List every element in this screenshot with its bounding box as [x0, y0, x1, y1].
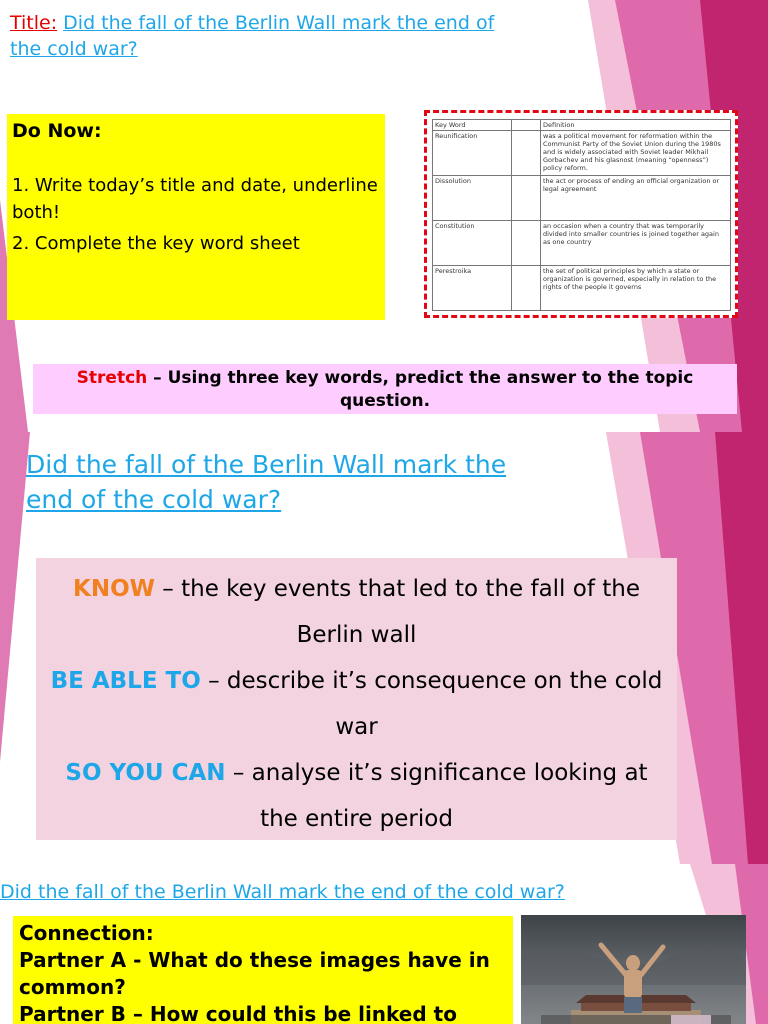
definition-cell: an occasion when a country that was temporarily divided into smaller countries is joined together again as one country — [541, 221, 731, 266]
objective-so-you-can — [44, 750, 669, 842]
key-word-cell: Dissolution — [433, 176, 512, 221]
definition-cell: the set of political principles by which a state or organization is governed, especially in relation to the rights of the people it governs — [541, 266, 731, 311]
slide-do-now — [0, 0, 768, 432]
objective-keyword: BE ABLE TO — [50, 668, 201, 694]
do-now-item: 2. Complete the key word sheet — [12, 233, 300, 254]
objective-text: – analyse it’s significance looking at the entire period — [225, 760, 648, 832]
objective-keyword: KNOW — [73, 576, 155, 602]
objective-text: – describe it’s consequence on the cold war — [200, 668, 663, 740]
key-word-cell: Reunification — [433, 131, 512, 176]
protest-photo — [521, 915, 746, 1024]
slide-title[interactable]: Did the fall of the Berlin Wall mark the end of the cold war? — [26, 450, 507, 514]
objective-be-able-to — [44, 658, 669, 750]
slide-connection — [0, 864, 768, 1024]
stretch-label: Stretch — [76, 368, 148, 388]
connection-box — [13, 916, 513, 1024]
table-header-row — [433, 120, 731, 131]
objective-keyword: SO YOU CAN — [65, 760, 226, 786]
objective-text: – the key events that led to the fall of the Berlin wall — [155, 576, 640, 648]
slide-title[interactable]: Did the fall of the Berlin Wall mark the end of the cold war? — [0, 881, 565, 903]
table-row — [433, 221, 731, 266]
definition-cell: the act or process of ending an official organization or legal agreement — [541, 176, 731, 221]
blank-cell — [512, 176, 541, 221]
key-word-cell: Constitution — [433, 221, 512, 266]
slide-objectives — [0, 432, 768, 864]
do-now-box — [7, 114, 385, 320]
blank-cell — [512, 131, 541, 176]
table-header: Definition — [541, 120, 731, 131]
stretch-box — [33, 364, 737, 414]
do-now-item: 1. Write today’s title and date, underline both! — [12, 175, 378, 223]
definition-cell: was a political movement for reformation within the Communist Party of the Soviet Union during the 1980s and is widely associated with Soviet leader Mikhail Gorbachev and his glasnost (meaning “openness”) policy reform. — [541, 131, 731, 176]
title-label: Title: — [10, 12, 58, 34]
blank-cell — [512, 266, 541, 311]
slide-title — [10, 10, 530, 62]
connection-heading: Connection: — [19, 921, 154, 945]
learning-objectives-box — [36, 558, 677, 840]
table-header: Key Word — [433, 120, 512, 131]
table-row — [433, 176, 731, 221]
table-row — [433, 131, 731, 176]
partner-a-question: Partner A - What do these images have in common? — [19, 948, 490, 999]
key-word-sheet — [424, 110, 738, 318]
objective-know — [44, 566, 669, 658]
key-word-cell: Perestroika — [433, 266, 512, 311]
stretch-text: – Using three key words, predict the answer to the topic question. — [147, 368, 694, 411]
table-header — [512, 120, 541, 131]
key-word-table — [432, 119, 731, 311]
table-row — [433, 266, 731, 311]
partner-b-question: Partner B – How could this be linked to — [19, 1002, 457, 1024]
do-now-heading: Do Now: — [12, 120, 102, 142]
blank-cell — [512, 221, 541, 266]
title-text[interactable]: Did the fall of the Berlin Wall mark the end of the cold war? — [10, 12, 495, 60]
